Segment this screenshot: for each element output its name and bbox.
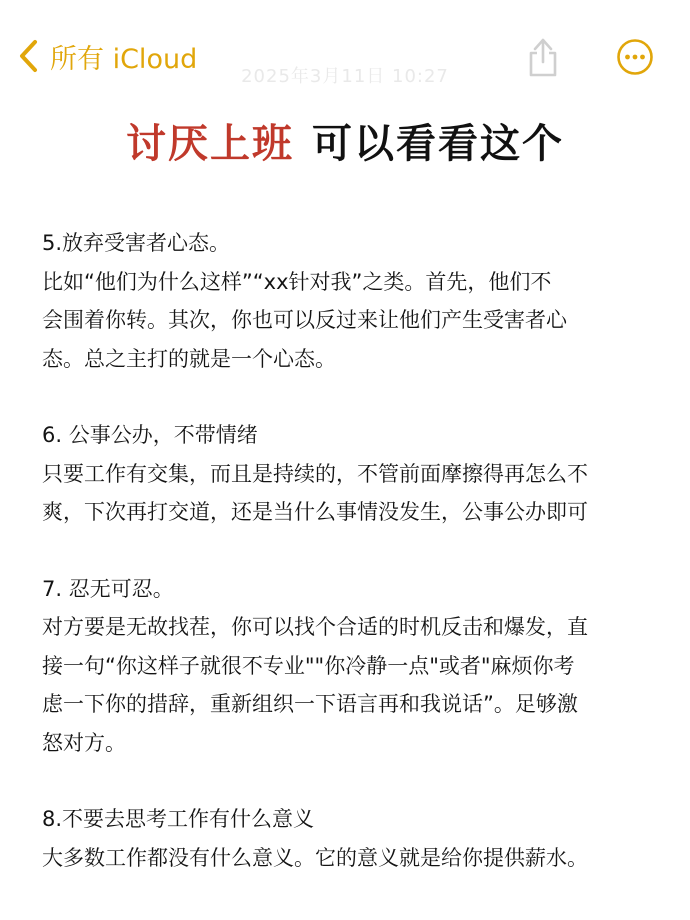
note-title (0, 112, 690, 169)
body-line: 比如“他们为什么这样”“xx针对我”之类。首先，他们不 (42, 269, 552, 294)
body-line: 怒对方。 (42, 730, 126, 755)
section-7 (42, 570, 652, 763)
body-line: 只要工作有交集，而且是持续的，不管前面摩擦得再怎么不 (42, 461, 588, 486)
body-line: 大多数工作都没有什么意义。它的意义就是给你提供薪水。 (42, 845, 588, 870)
body-line: 态。总之主打的就是一个心态。 (42, 346, 336, 371)
section-heading: 5.放弃受害者心态。 (42, 231, 231, 255)
section-heading: 7. 忍无可忍。 (42, 576, 174, 601)
note-body (42, 224, 652, 915)
title-rest: 可以看看这个 (312, 121, 564, 167)
body-line: 爽，下次再打交道，还是当什么事情没发生，公事公办即可 (42, 500, 588, 524)
body-line: 接一句“你这样子就很不专业""你冷静一点"或者"麻烦你考 (42, 653, 575, 678)
section-heading: 8.不要去思考工作有什么意义 (42, 807, 315, 831)
note-date: 2025年3月11日 10:27 (241, 66, 449, 87)
body-line: 对方要是无故找茬，你可以找个合适的时机反击和爆发，直 (42, 615, 588, 639)
section-6 (42, 416, 652, 532)
section-8 (42, 800, 652, 877)
body-line: 会围着你转。其次，你也可以反过来让他们产生受害者心 (42, 308, 567, 332)
back-label: 所有 iCloud (50, 43, 198, 75)
section-5 (42, 224, 652, 378)
title-highlight: 讨厌上班 (126, 121, 294, 167)
body-line: 虑一下你的措辞，重新组织一下语言再和我说话”。足够激 (42, 692, 578, 716)
navigation-bar (0, 0, 690, 110)
section-heading: 6. 公事公办，不带情绪 (42, 423, 258, 447)
